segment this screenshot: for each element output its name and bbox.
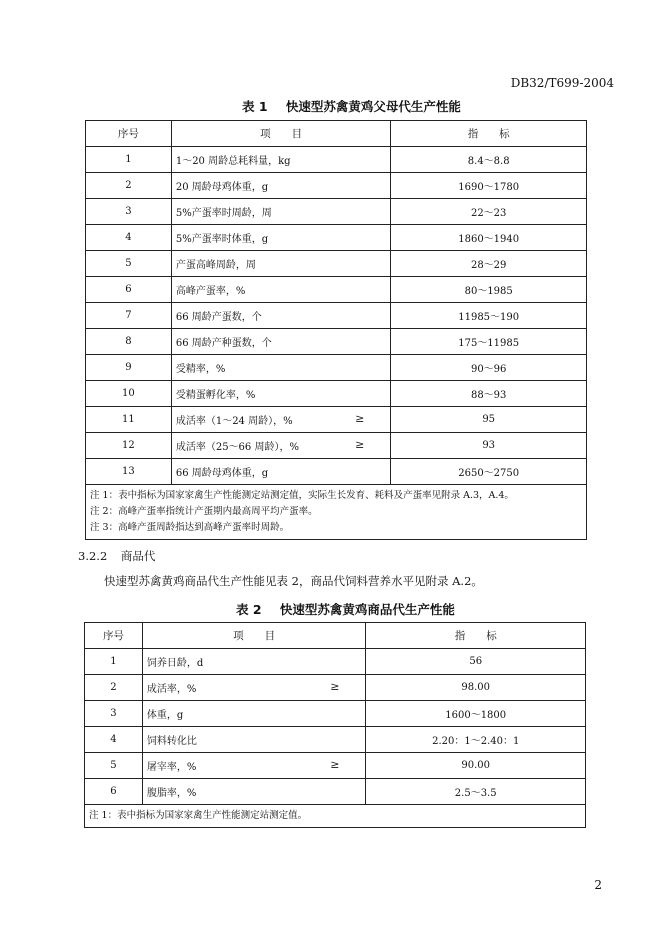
table2-notes-row: [85, 805, 586, 828]
table1-row: [86, 381, 587, 407]
table1-item-text: 1～20 周龄总耗料量，kg: [175, 156, 291, 167]
table1-notes: [86, 485, 587, 540]
table1-item-text: 成活率（25～66 周龄），%: [175, 442, 299, 453]
section-title: 商品代: [120, 549, 156, 563]
table1-notes-row: [86, 485, 587, 540]
table1-cell-value: 95: [391, 407, 587, 433]
table2-cell-no: 3: [85, 701, 143, 727]
table2-cell-no: 4: [85, 727, 143, 753]
table1-cell-value: 1860～1940: [391, 225, 587, 251]
table2: [84, 622, 586, 828]
table2-header-row: [85, 623, 586, 649]
table2-item-text: 成活率，%: [146, 684, 197, 695]
table1-row: [86, 407, 587, 433]
table2-row: [85, 753, 586, 779]
table1-cell-no: 12: [86, 433, 172, 459]
table1-cell-value: 93: [391, 433, 587, 459]
table2-cell-item: [142, 753, 366, 779]
table2-cell-value: 2.5～3.5: [366, 779, 586, 805]
table1-note: 注 3：高峰产蛋周龄指达到高峰产蛋率时周龄。: [90, 522, 290, 533]
table1-cell-item: [171, 459, 391, 485]
table1-cell-no: 11: [86, 407, 172, 433]
table1-item-text: 5%产蛋率时体重，g: [175, 234, 269, 245]
table1-cell-value: 22～23: [391, 199, 587, 225]
table1-caption-number: 表 1: [242, 99, 268, 114]
table2-cell-no: 1: [85, 649, 143, 675]
table1-item-text: 成活率（1～24 周龄），%: [175, 416, 293, 427]
table1-cell-value: 1690～1780: [391, 173, 587, 199]
table1-cell-no: 5: [86, 251, 172, 277]
table1-item-text: 产蛋高峰周龄，周: [175, 260, 256, 271]
table2-cell-item: [142, 649, 366, 675]
table1-caption: [242, 97, 461, 115]
table1-cell-item: [171, 225, 391, 251]
table2-item-text: 饲养日龄，d: [146, 658, 204, 669]
table1-cell-value: 11985～190: [391, 303, 587, 329]
table1-cell-value: 2650～2750: [391, 459, 587, 485]
section-heading: [78, 548, 155, 564]
table2-cell-no: 5: [85, 753, 143, 779]
table1-row: [86, 329, 587, 355]
table1-row: [86, 199, 587, 225]
table2-cell-no: 6: [85, 779, 143, 805]
table1-cell-value: 80～1985: [391, 277, 587, 303]
table1-cell-value: 8.4～8.8: [391, 147, 587, 173]
table1-item-text: 66 周龄产蛋数，个: [175, 312, 262, 323]
table1-row: [86, 459, 587, 485]
table1-cell-item: [171, 147, 391, 173]
table1-cell-no: 8: [86, 329, 172, 355]
table2-caption: [236, 600, 455, 618]
table1-cell-no: 9: [86, 355, 172, 381]
table1-row: [86, 303, 587, 329]
table1-header-item: 项 目: [171, 121, 391, 147]
table2-note: 注 1：表中指标为国家家禽生产性能测定站测定值。: [89, 810, 308, 821]
table1-caption-title: 快速型苏禽黄鸡父母代生产性能: [285, 99, 461, 114]
table1-cell-item: [171, 251, 391, 277]
table1-cell-value: 88～93: [391, 381, 587, 407]
table1-cell-value: 175～11985: [391, 329, 587, 355]
table1-item-text: 66 周龄产种蛋数，个: [175, 338, 272, 349]
table1-header-no: 序号: [86, 121, 172, 147]
table1-row: [86, 225, 587, 251]
table1-cell-value: 28～29: [391, 251, 587, 277]
page-number: 2: [594, 878, 602, 892]
table2-cell-value: 2.20：1～2.40：1: [366, 727, 586, 753]
table1-row: [86, 355, 587, 381]
table1-cell-item: [171, 173, 391, 199]
table1-ge-symbol: ≥: [355, 412, 365, 425]
document-code: DB32/T699-2004: [510, 76, 614, 90]
table1-row: [86, 433, 587, 459]
table1-cell-no: 13: [86, 459, 172, 485]
table1-cell-no: 10: [86, 381, 172, 407]
table1-item-text: 5%产蛋率时周龄，周: [175, 208, 272, 219]
table2-header-no: 序号: [85, 623, 143, 649]
table2-cell-value: 56: [366, 649, 586, 675]
table1-cell-item: [171, 329, 391, 355]
table1-item-text: 高峰产蛋率，%: [175, 286, 246, 297]
table2-row: [85, 779, 586, 805]
table1: [85, 120, 587, 540]
table2-caption-title: 快速型苏禽黄鸡商品代生产性能: [279, 602, 455, 617]
table1-cell-no: 1: [86, 147, 172, 173]
table2-cell-no: 2: [85, 675, 143, 701]
table1-cell-item: [171, 407, 391, 433]
table1-row: [86, 251, 587, 277]
table1-item-text: 受精率，%: [175, 364, 226, 375]
table1-cell-value: 90～96: [391, 355, 587, 381]
table2-cell-value: 98.00: [366, 675, 586, 701]
table1-cell-no: 3: [86, 199, 172, 225]
table1-row: [86, 277, 587, 303]
table2-cell-item: [142, 727, 366, 753]
table2-row: [85, 675, 586, 701]
table1-cell-no: 7: [86, 303, 172, 329]
table2-notes: [85, 805, 586, 828]
table1-cell-item: [171, 381, 391, 407]
table2-row: [85, 701, 586, 727]
table2-ge-symbol: ≥: [330, 680, 340, 693]
table1-cell-item: [171, 277, 391, 303]
table1-note: 注 2：高峰产蛋率指统计产蛋期内最高周平均产蛋率。: [90, 506, 318, 517]
table2-row: [85, 649, 586, 675]
table1-cell-item: [171, 199, 391, 225]
table1-header-row: [86, 121, 587, 147]
table2-header-item: 项 目: [142, 623, 366, 649]
table1-note: 注 1：表中指标为国家家禽生产性能测定站测定值，实际生长发育、耗料及产蛋率见附录 A.3，A.4。: [90, 490, 514, 501]
table1-cell-item: [171, 303, 391, 329]
table2-cell-item: [142, 701, 366, 727]
table1-item-text: 66 周龄母鸡体重，g: [175, 468, 269, 479]
table2-cell-value: 1600～1800: [366, 701, 586, 727]
table2-caption-number: 表 2: [236, 602, 262, 617]
table1-item-text: 受精蛋孵化率，%: [175, 390, 256, 401]
table1-cell-item: [171, 355, 391, 381]
table1-cell-item: [171, 433, 391, 459]
table1-row: [86, 147, 587, 173]
table1-cell-no: 4: [86, 225, 172, 251]
table2-item-text: 体重，g: [146, 710, 184, 721]
table1-ge-symbol: ≥: [355, 438, 365, 451]
table1-item-text: 20 周龄母鸡体重，g: [175, 182, 269, 193]
table2-row: [85, 727, 586, 753]
table2-item-text: 饲料转化比: [146, 736, 197, 747]
table2-item-text: 屠宰率，%: [146, 762, 197, 773]
table2-ge-symbol: ≥: [330, 758, 340, 771]
table1-cell-no: 6: [86, 277, 172, 303]
table1-header-value: 指 标: [391, 121, 587, 147]
table2-cell-item: [142, 779, 366, 805]
table2-item-text: 腹脂率，%: [146, 788, 197, 799]
section-number: 3.2.2: [78, 549, 108, 563]
table1-cell-no: 2: [86, 173, 172, 199]
table2-cell-item: [142, 675, 366, 701]
section-paragraph: 快速型苏禽黄鸡商品代生产性能见表 2，商品代饲料营养水平见附录 A.2。: [104, 574, 483, 588]
table2-cell-value: 90.00: [366, 753, 586, 779]
table2-header-value: 指 标: [366, 623, 586, 649]
table1-row: [86, 173, 587, 199]
